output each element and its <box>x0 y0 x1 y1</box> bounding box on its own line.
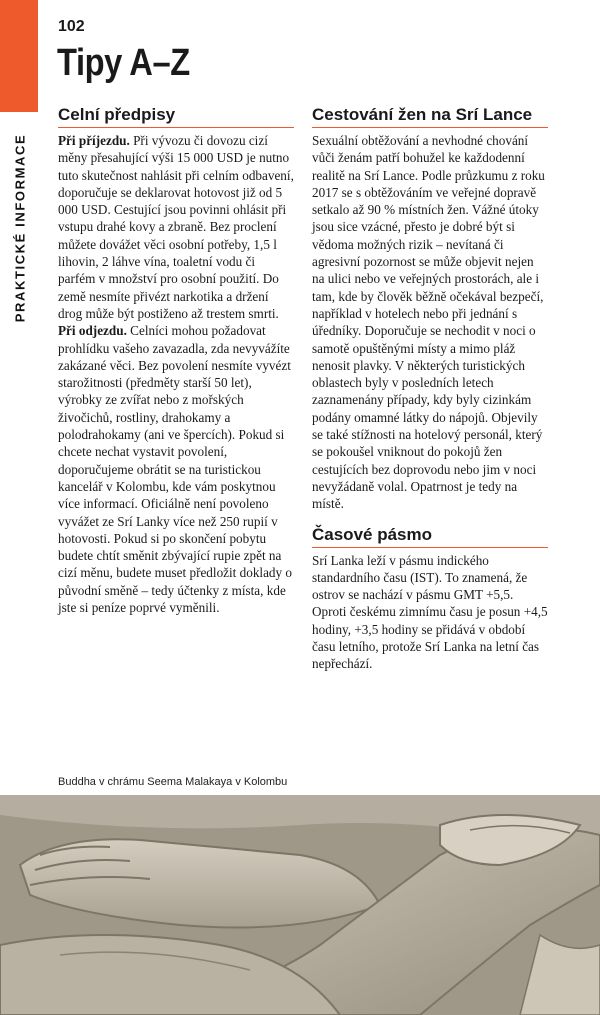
women-travel-heading: Cestování žen na Srí Lance <box>312 105 548 128</box>
departure-lead: Při odjezdu. <box>58 323 127 339</box>
women-travel-paragraph: Sexuální obtěžování a nevhodné chování vůči ženám patří bohužel ke každodenní realitě na Srí Lance. Podle průzkumu z roku 2017 se s obtěžováním ve veřejné dopravě setkalo až 90 % místních žen. Vážné útoky jsou sice vzácné, přesto je dobré být si vědoma možných rizik – nevítaná či agresivní pozornost se může objevit nejen na ulici nebo ve veřejných prostorách, ale i tam, kde by člověk běžně očekával bezpečí, například v hotelech nebo při jednání s úředníky. Doporučuje se nechodit v noci o samotě opuštěnými místy a mimo pláž nenosit plavky. V některých turistických oblastech byly v posledních letech zaznamenány případy, kdy byly cizinkám podány omamné látky do nápojů. Objevily se také stížnosti na hotelový personál, který se pokoušel vniknout do pokojů žen cestujících bez doprovodu nebo jim v noci nevyžádaně volal. Opatrnost je tedy na místě. <box>312 133 545 512</box>
buddha-photo <box>0 795 600 1015</box>
customs-departure-paragraph <box>58 322 294 616</box>
page-title: Tipy A–Z <box>57 42 190 84</box>
time-zone-paragraph: Srí Lanka leží v pásmu indického standardního času (IST). To znamená, že ostrov se nachází v pásmu GMT +5,5. Oproti českému zimnímu času je posun +4,5 hodiny, +3,5 hodiny se přidává v období času letního, protože Srí Lanka na letní čas nepřechází. <box>312 552 548 672</box>
photo-caption: Buddha v chrámu Seema Malakaya v Kolombu <box>58 776 288 788</box>
time-zone-heading: Časové pásmo <box>312 525 548 548</box>
section-side-label: PRAKTICKÉ INFORMACE <box>12 133 28 323</box>
buddha-hands-illustration <box>0 795 600 1015</box>
arrival-lead: Při příjezdu. <box>58 133 130 148</box>
accent-bar <box>0 0 38 112</box>
departure-text: Celníci mohou požadovat prohlídku vašeho zavazadla, zda nevyvážíte zakázané věci. Bez povolení nesmíte vyvézt starožitnosti (předměty starší 50 let), výrobky ze zvířat nebo z mořských živočichů, rostliny, drahokamy a polodrahokamy (ani ve špercích). Pokud si chcete nechat vystavit povolení, doporučujeme obrátit se na turistickou kancelář v Kolombu, kde vám poskytnou více informací. Oficiálně není povoleno vyvážet ze Srí Lanky více než 250 rupií v hotovosti. Pokud si po skončení pobytu budete chtít směnit zbývající rupie zpět na cizí měnu, budete muset předložit doklady o původní směně – tedy účtenky z místa, kde jste si peníze poprvé vyměnili. <box>58 323 293 616</box>
right-column <box>312 105 548 673</box>
customs-arrival-paragraph <box>58 132 294 322</box>
page-number: 102 <box>58 18 85 35</box>
customs-heading: Celní předpisy <box>58 105 294 128</box>
left-column <box>58 105 294 616</box>
arrival-text: Při vývozu či dovozu cizí měny přesahující výši 15 000 USD je nutno tuto skutečnost nahlásit při celním odbavení, doporučuje se deklarovat hotovost již od 5 000 USD. Cestující jsou povinni ohlásit při vstupu drahé kovy a zbraně. Bez proclení můžete dovážet věci osobní potřeby, 1,5 l lihovin, 2 láhve vína, toaletní vodu či parfém v množství pro osobní použití. Do země nesmíte přivézt narkotika a držení drog může být postiženo až trestem smrti. <box>58 133 294 321</box>
